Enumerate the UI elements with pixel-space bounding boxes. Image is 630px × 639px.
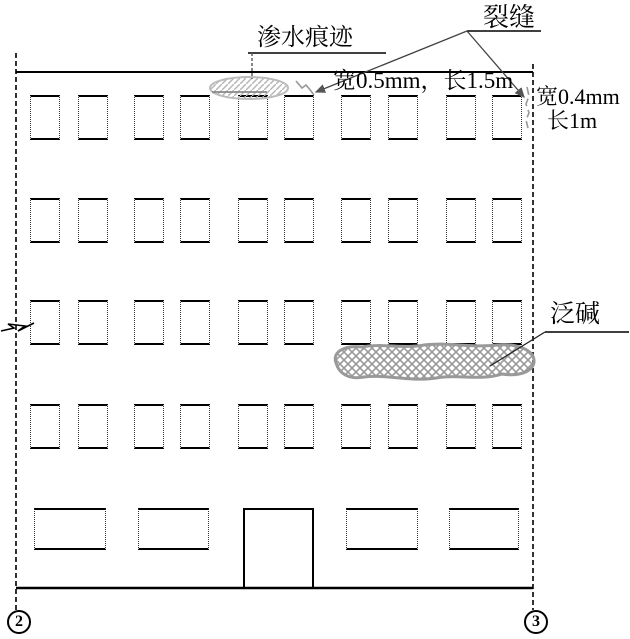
crack-label: 裂缝 — [483, 3, 536, 32]
crack-mark-right — [526, 87, 529, 128]
axis-number-left: 2 — [15, 613, 23, 630]
break-symbol — [1, 323, 34, 331]
axis-number-right: 3 — [532, 613, 540, 630]
efflorescence-label: 泛碱 — [550, 301, 601, 328]
axis-bubble-2 — [7, 610, 31, 634]
seepage-stain-shape — [210, 77, 288, 99]
axis-bubble-3 — [524, 610, 548, 634]
crack1-dimension-label: 宽0.5mm，长1.5m — [333, 68, 514, 93]
crack2-width-label: 宽0.4mm — [536, 84, 620, 109]
crack-mark-top — [296, 81, 314, 95]
efflorescence-shape — [335, 344, 534, 379]
crack2-length-label: 长1m — [547, 108, 598, 133]
seepage-label: 渗水痕迹 — [257, 25, 353, 51]
